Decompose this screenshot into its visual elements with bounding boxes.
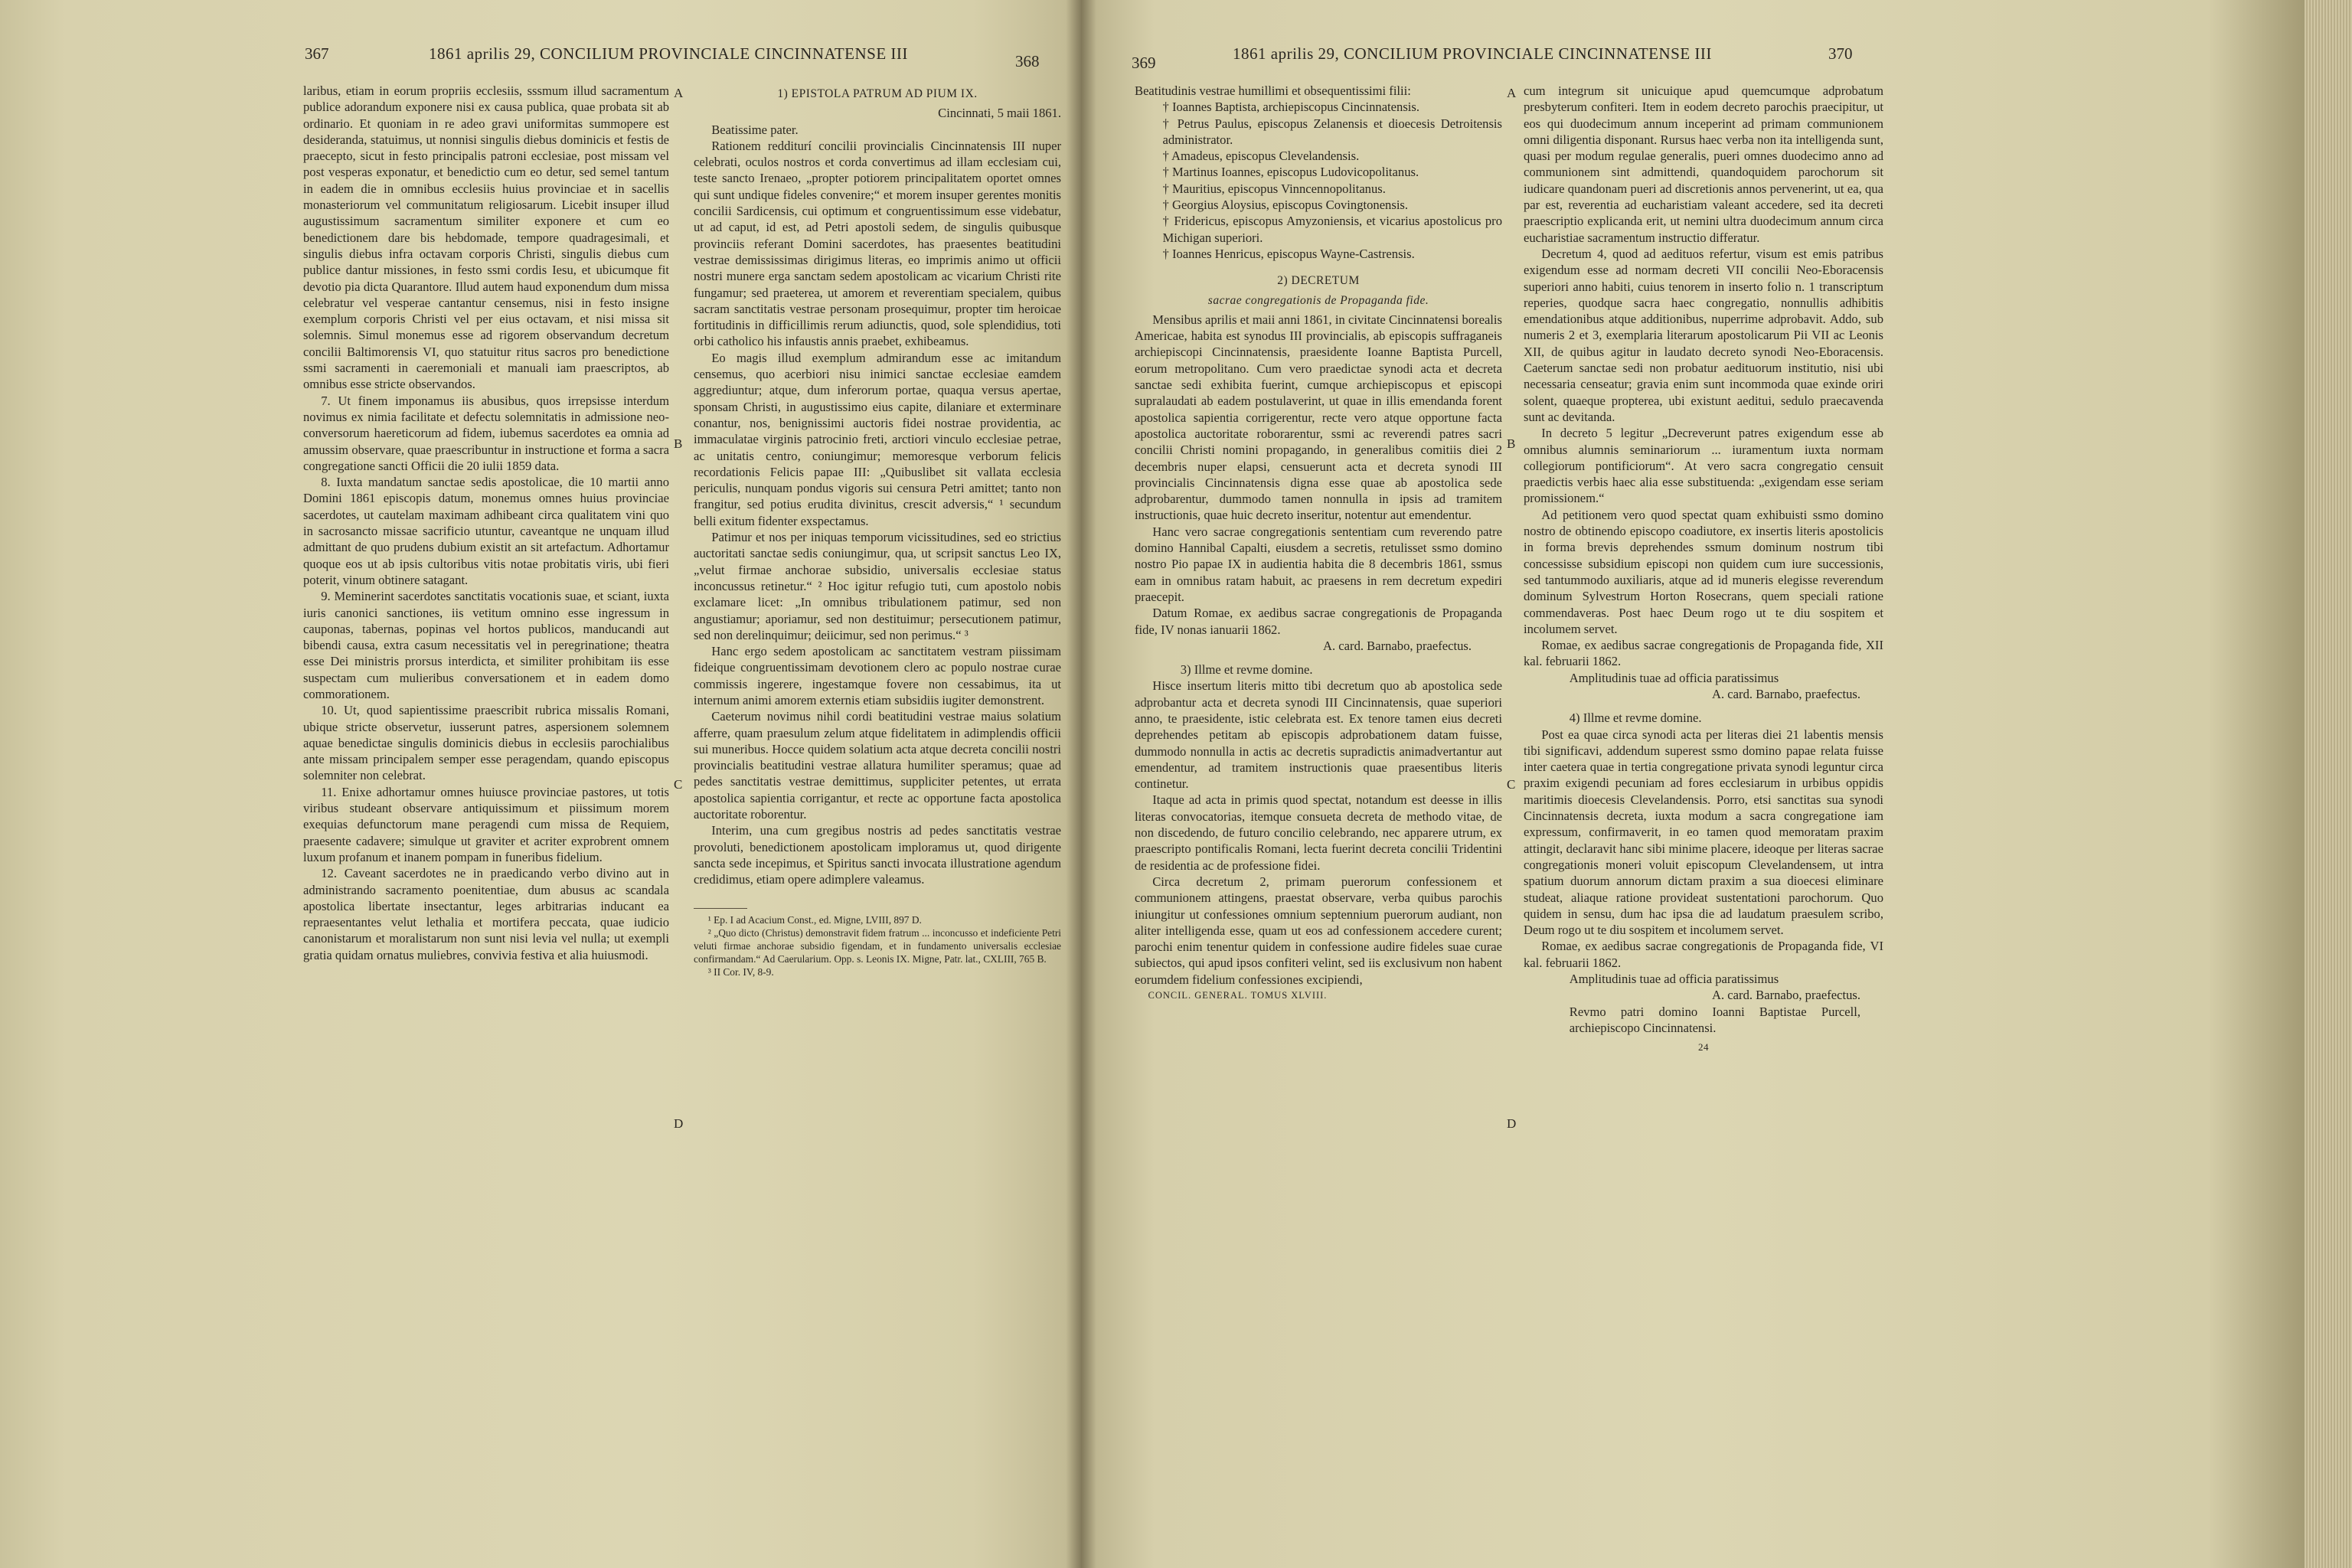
signatory: † Ioannes Baptista, archiepiscopus Cincinnatensis.: [1162, 100, 1420, 115]
paragraph: 9. Meminerint sacerdotes sanctitatis vocationis suae, et sciant, iuxta iuris canonici sanctiones, iis vetitum omnino esse ingressum in cauponas, tabernas, popinas vel hortos publicos, manducandi aut bibendi causa, extra casum necessitatis vel in peregrinatione; theatra esse Dei ministris prorsus interdicta, et similiter prohibitam iis esse suspectam cum mulieribus conversationem et in eadem domo commorationem.: [303, 589, 669, 701]
paragraph: 10. Ut, quod sapientissime praescribit rubrica missalis Romani, ubique stricte observetur, iusserunt patres, aspersionem solemnem aquae benedictae singulis dominicis diebus in ecclesiis parochialibus ante missam principalem semper esse peragendam, quando episcopus solemniter non celebrat.: [303, 703, 669, 783]
margin-letter-b: B: [674, 436, 683, 451]
signature: A. card. Barnabo, praefectus.: [1712, 988, 1860, 1003]
paragraph: laribus, etiam in eorum propriis ecclesiis, sssmum illud sacramentum publice adorandum exponere nisi ex causa publica, quae probata sit ab ordinario. Et quoniam in re adeo gravi uniformitas summopere est desideranda, statuimus, ut nonnisi singulis diebus dominicis et festis de praecepto, sicut in festo principalis patroni ecclesiae, post missam vel post vesperas exponatur, et benedictio cum eo detur, sed semel tantum in eadem die in omnibus ecclesiis huius provinciae et in sacellis monasteriorum vel communitatum religiosarum. Licebit insuper illud augustissimum sacramentum similiter exponere et cum eo benedictionem dare bis hebdomade, tempore quadragesimali, et singulis diebus infra octavam corporis Christi, singulis diebus cum publice dantur missiones, in festo ssmi cordis Iesu, et ubicumque fit devotio pia dicta Quarantore. Illud autem haud exponendum dum missa celebratur vel vesperae cantantur censemus, nisi in festo insigne exemplum corporis Christi vel per eius octavam, et nisi missa sit solemnis. Simul monemus esse ad rigorem observandum decretum concilii Baltimorensis VI, quo statuitur ritus sacros pro benedictione ssmi sacramenti in caeremoniali et manuali iam praescriptos, ab omnibus esse stricte observandos.: [303, 83, 669, 392]
signatory: † Mauritius, episcopus Vinncennopolitanus.: [1162, 181, 1386, 196]
paragraph: Mensibus aprilis et maii anni 1861, in civitate Cincinnatensi borealis Americae, habita est synodus III provincialis, ab episcopis suffraganeis archiepiscopi Cincinnatensis, praesidente Ioanne Baptista Purcell, eorum metropolitano. Cum vero praedictae synodi acta et decreta sanctae sedi exhibita fuerint, cumque archiepiscopus et episcopi supralaudati ab eadem postulaverint, ut quae in illis emendanda forent apostolica sapientia corrigerentur, recte vero atque opportune facta apostolica auctoritate roborarentur, ssmi ac reverendi patres sacri concilii Christi nomini propagando, in generalibus comitiis diei 2 decembris nuper elapsi, censuerunt acta et decreta synodi III provincialis Cincinnatensis digna esse quae ab apostolica sede adprobarentur, dummodo tamen nonnulla in ipsis ad tramitem instructionis, quae huic decreto inseritur, notentur aut emendentur.: [1135, 312, 1502, 523]
page-number-370: 370: [1828, 44, 1853, 63]
paragraph: Eo magis illud exemplum admirandum esse ac imitandum censemus, quo acerbiori nisu inimici sanctae ecclesiae eamdem aggrediuntur; atque, dum inferorum portae, quaqua versus apertae, sponsam Christi, in augustissimo eius capite, dilaniare et exterminare conantur, nos, benignissimi auctoris fidei nostrae providentia, ac immaculatae virginis patrocinio freti, arctiori vinculo ecclesiae petrae, ac unitatis centro, coniungimur; memoresque verborum felicis recordationis Felicis papae III: „Quibuslibet sit vallata ecclesia periculis, nunquam pondus vigoris sui censura Petri amittet; tanto non frangitur, sed potius erudita divinitus, crescit adversis,“ ¹ secundum belli exitum fidenter exspectamus.: [694, 350, 1061, 528]
paragraph: 8. Iuxta mandatum sanctae sedis apostolicae, die 10 martii anno Domini 1861 episcopis datum, monemus omnes huius provinciae sacerdotes, ut cautelam maximam adhibeant circa qualitatem vini quo in sacrosancto missae sacrificio utuntur, caveantque ne unquam illud admittant de quo prudens dubium existit an sit artefactum. Adhortamur quoque eos ut ab ipsis cultoribus vitis notae probitatis viris, ubi fieri poterit, vinum obtinere satagant.: [303, 475, 669, 587]
paragraph: Datum Romae, ex aedibus sacrae congregationis de Propaganda fide, IV nonas ianuarii 1862.: [1135, 606, 1502, 637]
instruction-heading: 3) Illme et revme domine.: [1180, 662, 1313, 678]
right-page: [1081, 0, 2306, 1568]
salutation: Beatissime pater.: [711, 122, 799, 137]
margin-letter-c: C: [674, 777, 683, 792]
paragraph: Rationem redditurí concilii provincialis Cincinnatensis III nuper celebrati, oculos nostros et corda convertimus ad illam ecclesiam cui, teste sancto Irenaeo, „propter potiorem principalitatem oportet omnes qui sunt undique fideles convenire;“ et morem insuper gerentes monitis concilii Sardicensis, cui optimum et congruentissimum esse videbatur, ut ad caput, id est, ad Petri apostoli sedem, de singulis quibusque provinciis referant Domini sacerdotes, has praesentes beatitudini vestrae demississimas dirigimus literas, eo imprimis animo ut officii nostri munere erga sanctam sedem apostolicam ac vicarium Christi rite fungamur; sed praeterea, ut amorem et reverentiam specialem, quibus sacram sanctitatis vestrae personam prosequimur, propter tim heroicae fortitudinis in difficillimis rerum adiunctis, quod, sole splendidius, toti orbi catholico his infaustis annis praebet, exhibeamus.: [694, 138, 1061, 349]
left-page-column-1: [303, 83, 669, 1537]
signatory: † Martinus Ioannes, episcopus Ludovicopolitanus.: [1162, 165, 1419, 180]
paragraph: Caeterum novimus nihil cordi beatitudini vestrae maius solatium afferre, quam praesulum zelum atque fidelitatem in adimplendis officii sui muneribus. Hocce quidem solatium acta atque decreta concilii nostri provincialis beatitudini vestrae allatura humiliter speramus; quae ad pedes sanctitatis vestrae demittimus, suppliciter petentes, ut errata apostolica sapientia corrigantur, et recte ac opportune facta apostolica auctoritate roborentur.: [694, 709, 1061, 822]
right-page-column-1: [1135, 83, 1502, 1537]
paragraph: In decreto 5 legitur „Decreverunt patres exigendum esse ab omnibus alumnis seminariorum ... iuramentum iuxta normam collegiorum pontificiorum“. At vero sacra congregatio censuit praedictis verbis haec alia esse substituenda: „exigendam esse seriam promissionem.“: [1524, 426, 1883, 506]
paragraph: Circa decretum 2, primam puerorum confessionem et communionem attingens, praestat observare, verba quibus parochis iniungitur ut confessiones omnium septennium puerorum audiant, non aliter intelligenda esse, quam ut eos ad confessionem accedere curent; parochi enim tenentur quidem in confessione audire fideles suae curae subiectos, qui apud ipsos confiteri velint, sed iis exclusivum non habent eorumdem fidelium confessiones excipiendi,: [1135, 874, 1502, 987]
volume-footer: CONCIL. GENERAL. TOMUS XLVIII.: [1148, 990, 1328, 1001]
signature-formula: Amplitudinis tuae ad officia paratissimus: [1569, 670, 1779, 685]
paragraph: Itaque ad acta in primis quod spectat, notandum est deesse in illis literas convocatorias, itemque consueta decreta de methodo vitae, de non discedendo, de futuro concilio celebrando, nec apparere utrum, ex praescripto pontificalis Romani, lecta fuerint decreta concilii Tridentini de residentia ac de professione fidei.: [1135, 792, 1502, 873]
paragraph: Interim, una cum gregibus nostris ad pedes sanctitatis vestrae provoluti, benedictionem apostolicam imploramus ut, quod dirigente sancta sede incepimus, et Spiritus sancti invocata illustratione agendum credidimus, etiam opere adimplere valeamus.: [694, 823, 1061, 887]
right-page-column-2: [1524, 83, 1883, 1537]
paragraph: Romae, ex aedibus sacrae congregationis de Propaganda fide, XII kal. februarii 1862.: [1524, 638, 1883, 669]
paragraph: Decretum 4, quod ad aedituos refertur, visum est emis patribus exigendum esse ad normam decreti VII concilii Neo-Eboracensis superiori anno habiti, cuius tenorem in inserto folio n. 1 transcriptum reperies, quodque sacra haec congregatio, nonnullis adhibitis emendationibus atque additionibus, nuperrime adprobavit. Addo, sub numeris 2 et 3, exemplaria literarum apostolicarum Pii VII ac Leonis XII, de quibus agitur in laudato decreto synodi Neo-Eboracensis. Caeterum sanctae sedi non probatur aedituorum institutio, nisi ubi necessaria censeatur; gravia enim sunt incommoda quae exinde oriri solent, quaeque propterea, ubi existunt aeditui, sedulo praecavenda sunt ac devitanda.: [1524, 246, 1883, 424]
margin-letter-c: C: [1507, 777, 1516, 792]
letter-heading: 4) Illme et revme domine.: [1569, 710, 1702, 726]
margin-letter-b: B: [1507, 436, 1516, 451]
signature: A. card. Barnabo, praefectus.: [1323, 638, 1472, 653]
margin-letter-d: D: [1507, 1116, 1517, 1131]
running-head-left: 1861 aprilis 29, CONCILIUM PROVINCIALE CINCINNATENSE III: [429, 44, 908, 63]
footnote: ² „Quo dicto (Christus) demonstravit fidem fratrum ... inconcusso et indeficiente Petri veluti firmae anchorae subsidio figendam, et in fundamento universalis ecclesiae confirmandam.“ Ad Caerularium. Opp. s. Leonis IX. Migne, Patr. lat., CXLIII, 765 B.: [694, 926, 1061, 965]
paragraph: cum integrum sit unicuique apud quemcumque adprobatum presbyterum confiteri. Item in eodem decreto parochis praecipitur, ut eos qui duodecimum annum inceperint ad primam communionem omni diligentia disponant. Rursus haec verba non ita intelligenda sunt, quasi per modum regulae generalis, pueri omnes duodecimo anno ad communionem sint admittendi, quandoquidem parochorum sit iudicare quandonam pueri ad discretionis annos pervenerint, ut ea, qua par est, reverentia ad eucharistiam valeant accedere, sed ita decreti praescriptio explicanda erit, ut nemini ultra duodecimum annum circa eucharistiae sacramentum instructio differatur.: [1524, 83, 1883, 245]
paragraph: Post ea quae circa synodi acta per literas diei 21 labentis mensis tibi significavi, addendum superest ssmo domino papae relata fuisse inter caetera quae in tertia congregatione privata synodi leguntur circa praxim exigendi pecuniam ad fores ecclesiarum in urbibus oppidis maritimis dioecesis Clevelandensis. Porro, etsi sanctitas sua synodi Cincinnatensis decreta, iuxta modum a sacra congregatione iam expressum, confirmaverit, in eo tamen quod memoratam praxim attingit, declaravit hanc sibi minime placere, ideoque per literas sacrae congregationis moneri voluit episcopum Clevelandensem, ut intra spatium duorum annorum dictam praxim a sua dioecesi eliminare studeat, aliaque ratione provideat sustentationi parochorum. Quo quidem in sensu, dum hac ipsa die ad laudatum praesulem scribo, Deum rogo ut te diu sospitem et incolumem servet.: [1524, 727, 1883, 938]
decretum-subheading: sacrae congregationis de Propaganda fide.: [1207, 293, 1429, 307]
page-number-368: 368: [1015, 52, 1040, 70]
footnote-rule: [694, 908, 747, 909]
letter-closing: Beatitudinis vestrae humillimi et obsequentissimi filii:: [1135, 83, 1411, 98]
left-page: [0, 0, 1081, 1568]
decretum-heading: 2) DECRETUM: [1277, 274, 1360, 288]
running-head-right: 1861 aprilis 29, CONCILIUM PROVINCIALE CINCINNATENSE III: [1233, 44, 1712, 63]
footnote: ¹ Ep. I ad Acacium Const., ed. Migne, LVIII, 897 D.: [707, 913, 922, 926]
footnote: ³ II Cor. IV, 8-9.: [707, 965, 774, 978]
margin-letter-a: A: [674, 86, 684, 100]
paragraph: Ad petitionem vero quod spectat quam exhibuisti ssmo domino nostro de obtinendo episcopo coadiutore, ex insertis literis apostolicis in forma brevis deprehendes ssmum dominum nostrum tibi concessisse subsidium episcopi non quidem cum iure successionis, sed tantummodo auxiliaris, atque ad id muneris elegisse reverendum dominum Sylvestrum Horton Rosecrans, quem speciali ratione commendaveras. Post haec Deum rogo ut te diu sospitem et incolumem servet.: [1524, 507, 1883, 636]
signatory: † Amadeus, episcopus Clevelandensis.: [1162, 149, 1360, 164]
letter-date: Cincinnati, 5 maii 1861.: [938, 106, 1061, 121]
margin-letter-a: A: [1507, 86, 1517, 100]
page-fore-edge: [2305, 0, 2352, 1568]
paragraph: Hanc ergo sedem apostolicam ac sanctitatem vestram piissimam fideique congruentissimam devotionem clero ac populo nostrae curae commissis ingerere, ingestamque fovere non cessabimus, ita ut internum animi amorem externis etiam subsidiis iugiter demonstrent.: [694, 644, 1061, 707]
signature-mark: 24: [1698, 1041, 1709, 1054]
signature-formula: Amplitudinis tuae ad officia paratissimus: [1569, 972, 1779, 987]
paragraph: Hanc vero sacrae congregationis sententiam cum reverendo patre domino Hannibal Capalti, eiusdem a secretis, retulisset ssmo domino nostro Pio papae IX in audientia habita die 8 decembris 1861, ssmus eam in omnibus ratam habuit, ac praesens in rem decretum expediri praecepit.: [1135, 524, 1502, 604]
signatory: † Fridericus, episcopus Amyzoniensis, et vicarius apostolicus pro Michigan superiori.: [1162, 214, 1502, 245]
signatory: † Ioannes Henricus, episcopus Wayne-Castrensis.: [1162, 246, 1415, 261]
paragraph: 12. Caveant sacerdotes ne in praedicando verbo divino aut in administrando sacramento poenitentiae, dum abusus ac scandala apostolica libertate insectantur, leges arbitrarias inducant ea repraesentantes velut lethalia et mortifera peccata, quae iudicio canonistarum et moralistarum non sunt nisi levia vel nulla; ut exempli gratia quidam ornatus muliebres, convivia festiva et alia huiusmodi.: [303, 866, 669, 962]
addressee: Revmo patri domino Ioanni Baptistae Purcell, archiepiscopo Cincinnatensi.: [1569, 1004, 1860, 1035]
paragraph: 11. Enixe adhortamur omnes huiusce provinciae pastores, ut totis viribus studeant observare antiquissimum et piissimum morem exequias defunctorum mane peragendi cum missa de Requiem, praesente cadavere; simulque ut graviter et acriter exprobrent omnem luxum profanum et inanem pompam in funeribus fidelium.: [303, 784, 669, 864]
page-number-367: 367: [305, 44, 329, 63]
margin-letter-d: D: [674, 1116, 684, 1131]
page-number-369: 369: [1132, 54, 1156, 72]
letter-heading: 1) EPISTOLA PATRUM AD PIUM IX.: [777, 87, 978, 100]
paragraph: 7. Ut finem imponamus iis abusibus, quos irrepsisse interdum novimus ex nimia facilitate et defectu solemnitatis in admissione neo-conversorum haereticorum ad fidem, iubemus sacerdotes ea omnia ad amussim observare, quae praescribuntur in instructione et forma a sacra congregatione sancti Officii die 20 iulii 1859 data.: [303, 393, 669, 473]
paragraph: Hisce insertum literis mitto tibi decretum quo ab apostolica sede adprobantur acta et decreta synodi III Cincinnatensis, quae superiori anno, te praesidente, istic celebrata est. Ex tenore tamen eius decreti deprehendes petitam ab episcopis adprobationem datam fuisse, dummodo nonnulla in actis ac decretis supradictis animadvertantur aut emendentur, ad tramitem instructionis quae praesentibus literis continetur.: [1135, 678, 1502, 792]
signature: A. card. Barnabo, praefectus.: [1712, 686, 1860, 701]
left-page-column-2: [694, 83, 1061, 1537]
paragraph: Patimur et nos per iniquas temporum vicissitudines, sed eo strictius auctoritati sanctae sedis coniungimur, qua, ut scripsit sanctus Leo IX, „velut firmae anchorae subsidio, universalis ecclesiae status inconcussus retinetur.“ ² Hoc igitur refugio tuti, cum apostolo nobis exclamare licet: „In omnibus tribulationem patimur, sed non angustiamur; aporiamur, sed non destituimur; persecutionem patimur, sed non derelinquimur; deiicimur, sed non perimus.“ ³: [694, 530, 1061, 642]
signatory: † Georgius Aloysius, episcopus Covingtonensis.: [1162, 198, 1409, 213]
signatory: † Petrus Paulus, episcopus Zelanensis et dioecesis Detroitensis administrator.: [1162, 116, 1502, 147]
paragraph: Romae, ex aedibus sacrae congregationis de Propaganda fide, VI kal. februarii 1862.: [1524, 939, 1883, 970]
